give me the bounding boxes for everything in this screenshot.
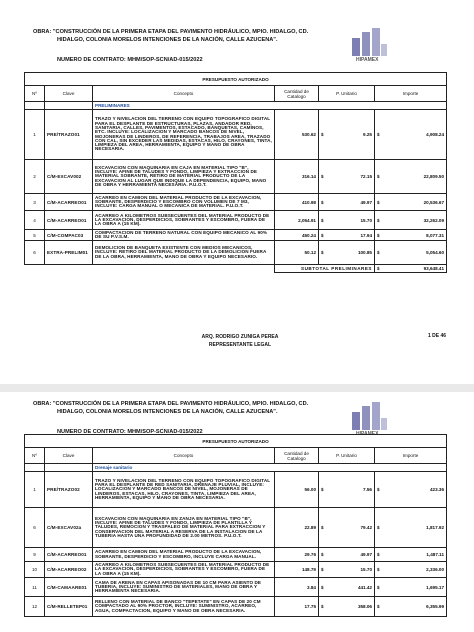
row-unitario: $ 72.15: [319, 160, 375, 194]
table-row: [25, 578, 447, 597]
row-clave: EXTRA-PRELIM01: [45, 241, 93, 265]
col-header-concepto: Concepto: [93, 448, 275, 464]
row-concepto: TRAZO Y NIVELACION DEL TERRENO CON EQUIPO TOPOGRAFICO DIGITAL PARA EL DESPLANTE DE RED SANITARIA, DRENAJE PLUVIAL, INCLUYE: LOCALIZACION Y MARCADO BANCOS DE NIVEL, MOJONERAS DE LINDEROS, ESTACAS, HILO, CRAYONES, TINTA, LIMPIEZA DEL AREA, HERRAMIENTA, EQUIPO Y MANO DE OBRA NECESARIA.: [93, 472, 275, 508]
row-importe: $ 32,262.09: [375, 211, 447, 230]
table-row: [25, 194, 447, 211]
row-clave: C/M-ACARREO02: [45, 562, 93, 578]
col-header-importe: Importe: [375, 86, 447, 102]
row-cantidad: 148.79: [275, 562, 319, 578]
contract-number: NUMERO DE CONTRATO: MHM/SOP-SCN/AD-015/2022: [57, 429, 203, 435]
contract-number: NUMERO DE CONTRATO: MHM/SOP-SCN/AD-015/2022: [57, 57, 203, 63]
obra-line-1: OBRA: "CONSTRUCCIÓN DE LA PRIMERA ETAPA DEL PAVIMENTO HIDRÁULICO, MPIO. HIDALGO, CD.: [33, 401, 309, 407]
row-clave: PRE/TRAZO01: [45, 110, 93, 160]
row-clave: C/M-RELLETEP01: [45, 597, 93, 617]
row-number: 11: [25, 578, 45, 597]
document-header: [33, 28, 363, 64]
row-importe: $ 6,355.99: [375, 597, 447, 617]
col-header-cantidad: Cantidad de Catalogo: [275, 448, 319, 464]
table-row: [25, 241, 447, 265]
row-cantidad: 530.62: [275, 110, 319, 160]
row-cantidad: 3.84: [275, 578, 319, 597]
row-unitario: $ 15.70: [319, 562, 375, 578]
row-concepto: ACARREO A KILOMETROS SUBSECUENTES DEL MATERIAL PRODUCTO DE LA EXCAVACION, DESPERDICIOS, SOBRANTES Y ESCOMBRO, FUERA DE LA OBRA A (15 KM).: [93, 211, 275, 230]
col-header-unitario: P. Unitario: [319, 86, 375, 102]
row-number: 2: [25, 160, 45, 194]
row-clave: PRE/TRAZO02: [45, 472, 93, 508]
row-unitario: $ 441.42: [319, 578, 375, 597]
company-logo: [348, 26, 390, 66]
row-importe: $ 423.36: [375, 472, 447, 508]
row-clave: C/M-EXCAV02a: [45, 508, 93, 548]
rows-page-1: [25, 110, 447, 265]
row-concepto: ACARREO A KILOMETROS SUBSECUENTES DEL MATERIAL PRODUCTO DE LA EXCAVACION, DESPERDICIOS, SOBRANTES Y ESCOMBRO, FUERA DE LA OBRA A (15 KM).: [93, 562, 275, 578]
row-importe: $ 22,809.50: [375, 160, 447, 194]
row-cantidad: 2,054.91: [275, 211, 319, 230]
row-number: 5: [25, 230, 45, 241]
row-clave: C/M-ACARREO01: [45, 211, 93, 230]
row-concepto: RELLENO CON MATERIAL DE BANCO "TEPETATE" EN CAPAS DE 20 CM COMPACTADO AL 90% PROCTOR, INCLUYE: SUMINISTRO, ACARREO, AGUA, COMPACTACION, EQUIPO Y MANO DE OBRA NECESARIA.: [93, 597, 275, 617]
row-number: 10: [25, 562, 45, 578]
row-number: 4: [25, 211, 45, 230]
row-importe: $ 5,054.60: [375, 241, 447, 265]
row-number: 1: [25, 472, 45, 508]
row-number: 3: [25, 194, 45, 211]
logo-text: HIPAMEX: [356, 431, 379, 437]
row-unitario: $ 79.42: [319, 508, 375, 548]
obra-line-2: HIDALGO, COLONIA MORELOS INTENCIONES DE LA NACIÓN, CALLE AZUCENA".: [57, 409, 278, 415]
row-concepto: EXCAVACION CON MAQUINARIA EN ZANJA EN MATERIAL TIPO "B", INCLUYE: AFINE DE TALUDES Y FONDO, LIMPIEZA DE PLANTILLA Y TALUDES, REMOCION Y TRASPALEO DE MATERIAL PARA EXTRACCION Y CONSERVACION DEL MATERIAL A RESERVA DE LA INSTALACION DE LA TUBERIA HASTA UNA PROFUNDIDAD DE 2.00 METROS. P.U.O.T.: [93, 508, 275, 548]
section-title: PRELIMINARES: [93, 102, 447, 110]
row-importe: $ 2,336.00: [375, 562, 447, 578]
row-cantidad: 50.12: [275, 241, 319, 265]
table-row: [25, 472, 447, 508]
obra-line-1: OBRA: "CONSTRUCCIÓN DE LA PRIMERA ETAPA DEL PAVIMENTO HIDRÁULICO, MPIO. HIDALGO, CD.: [33, 29, 309, 35]
row-unitario: $ 17.94: [319, 230, 375, 241]
obra-line-2: HIDALGO, COLONIA MORELOS INTENCIONES DE LA NACIÓN, CALLE AZUCENA".: [57, 37, 278, 43]
page-separator: [0, 384, 474, 392]
table-row: [25, 548, 447, 562]
row-unitario: $ 100.85: [319, 241, 375, 265]
row-cantidad: 316.14: [275, 160, 319, 194]
signature-role: REPRESENTANTE LEGAL: [208, 342, 272, 348]
row-clave: C/M-ACARREO01: [45, 548, 93, 562]
row-importe: $ 1,695.17: [375, 578, 447, 597]
col-header-cantidad: Cantidad de Catalogo: [275, 86, 319, 102]
row-concepto: DEMOLICION DE BANQUETA EXISTENTE CON MEDIOS MECANICOS, INCLUYE: RETIRO DEL MATERIAL PRODUCTO DE LA DEMOLICION FUERA DE LA OBRA, HERRAMIENTA, MANO DE OBRA Y EQUIPO NECESARIO.: [93, 241, 275, 265]
table-row: [25, 160, 447, 194]
row-number: 1: [25, 110, 45, 160]
table-title: PRESUPUESTO AUTORIZADO: [25, 73, 447, 86]
row-concepto: ACARREO EN CAMION DEL MATERIAL PRODUCTO DE LA EXCAVACION, SOBRANTE, DESPERDICIO Y ESCOMBRO CON VOLUMEN DE 7 M3, INCLUYE: CARGA MANUAL O MECANICA DE MATERIAL. P.U.O.T.: [93, 194, 275, 211]
col-header-importe: Importe: [375, 448, 447, 464]
row-concepto: EXCAVACION CON MAQUINARIA EN CAJA EN MATERIAL TIPO "B", INCLUYE: AFINE DE TALUDES Y FONDO, LIMPIEZA Y EXTRACCION DE MATERIAL SOBRANTE, RETIRO DE MATERIAL PRODUCTO DE LA EXCAVACION AL LUGAR QUE INDIQUE LA DEPENDENCIA, EQUIPO, MANO DE OBRA Y HERRAMIENTA NECESARIA. P.U.O.T.: [93, 160, 275, 194]
row-concepto: TRAZO Y NIVELACION DEL TERRENO CON EQUIPO TOPOGRAFICO DIGITAL PARA EL DESPLANTE DE ESTRUCTURAS, PLAZAS, ANDADOR RED, SANITARIA, CALLES, PAVIMENTOS, ESTACADO, BANQUETAS, CAMINOS, ETC. INCLUYE: LOCALIZACION Y MARCADO BANCOS DE NIVEL, MOJONERAS DE LINDEROS, DE REFERENCIA, TRABAJOS AREA, TRAZADO CON CAL, SIN EXCEDER LAS MEDIDAS, ESTACAS, HILO, CRAYONES, TINTA, LIMPIEZA DEL AREA, HERRAMIENTA, EQUIPO Y MANO DE OBRA NECESARIA.: [93, 110, 275, 160]
row-clave: C/M-COMPAC03: [45, 230, 93, 241]
col-header-clave: Clave: [45, 448, 93, 464]
table-row: [25, 562, 447, 578]
col-header-clave: Clave: [45, 86, 93, 102]
subtotal-value: $ 93,648.41: [375, 265, 447, 273]
document-page-2: [0, 392, 474, 632]
row-cantidad: 56.00: [275, 472, 319, 508]
row-unitario: $ 49.97: [319, 194, 375, 211]
rows-page-2: [25, 472, 447, 617]
row-clave: C/M-ACARREO01: [45, 194, 93, 211]
table-row: [25, 597, 447, 617]
signature-name: ARQ. RODRIGO ZUNIGA PEREA: [201, 334, 279, 340]
page-number: 1 DE 46: [428, 333, 447, 339]
row-unitario: $ 9.25: [319, 110, 375, 160]
table-row: [25, 211, 447, 230]
row-importe: $ 4,908.24: [375, 110, 447, 160]
row-unitario: $ 7.56: [319, 472, 375, 508]
col-header-unitario: P. Unitario: [319, 448, 375, 464]
budget-table-page-1: [24, 72, 447, 273]
table-row: [25, 110, 447, 160]
document-header-2: [33, 400, 363, 436]
col-header-no: Nº: [25, 448, 45, 464]
row-cantidad: 22.89: [275, 508, 319, 548]
table-title: PRESUPUESTO AUTORIZADO: [25, 435, 447, 448]
row-unitario: $ 358.06: [319, 597, 375, 617]
row-cantidad: 17.75: [275, 597, 319, 617]
row-cantidad: 410.98: [275, 194, 319, 211]
row-unitario: $ 49.97: [319, 548, 375, 562]
row-importe: $ 20,536.67: [375, 194, 447, 211]
row-importe: $ 8,077.31: [375, 230, 447, 241]
col-header-no: Nº: [25, 86, 45, 102]
budget-table-page-2: [24, 434, 447, 617]
row-cantidad: 450.24: [275, 230, 319, 241]
table-row: [25, 230, 447, 241]
row-concepto: ACARREO EN CAMION DEL MATERIAL PRODUCTO DE LA EXCAVACION, SOBRANTE, DESPERDICIO Y ESCOMBRO, INCLUYE CARGA MANUAL.: [93, 548, 275, 562]
row-importe: $ 1,817.92: [375, 508, 447, 548]
subtotal-label: SUBTOTAL PRELIMINARES: [275, 265, 375, 273]
row-number: 9: [25, 548, 45, 562]
row-cantidad: 29.76: [275, 548, 319, 562]
row-number: 6: [25, 241, 45, 265]
row-unitario: $ 15.70: [319, 211, 375, 230]
signature-block: [160, 333, 320, 349]
section-title: Drenaje sanitario: [93, 464, 447, 472]
row-concepto: CAMA DE ARENA EN CAPAS APISONADAS DE 10 CM PARA ASIENTO DE TUBERIA, INCLUYE: SUMINISTRO DE MATERIALES, MANO DE OBRA Y HERRAMIENTA NECESARIA.: [93, 578, 275, 597]
row-clave: C/M-CAMAARE01: [45, 578, 93, 597]
row-concepto: COMPACTACION DE TERRENO NATURAL CON EQUIPO MECANICO AL 90% DE SU P.V.S.M.: [93, 230, 275, 241]
row-number: 12: [25, 597, 45, 617]
col-header-concepto: Concepto: [93, 86, 275, 102]
row-number: 6: [25, 508, 45, 548]
logo-text: HIPAMEX: [356, 57, 379, 63]
row-clave: C/M-EXCAV002: [45, 160, 93, 194]
row-importe: $ 1,487.11: [375, 548, 447, 562]
table-row: [25, 508, 447, 548]
